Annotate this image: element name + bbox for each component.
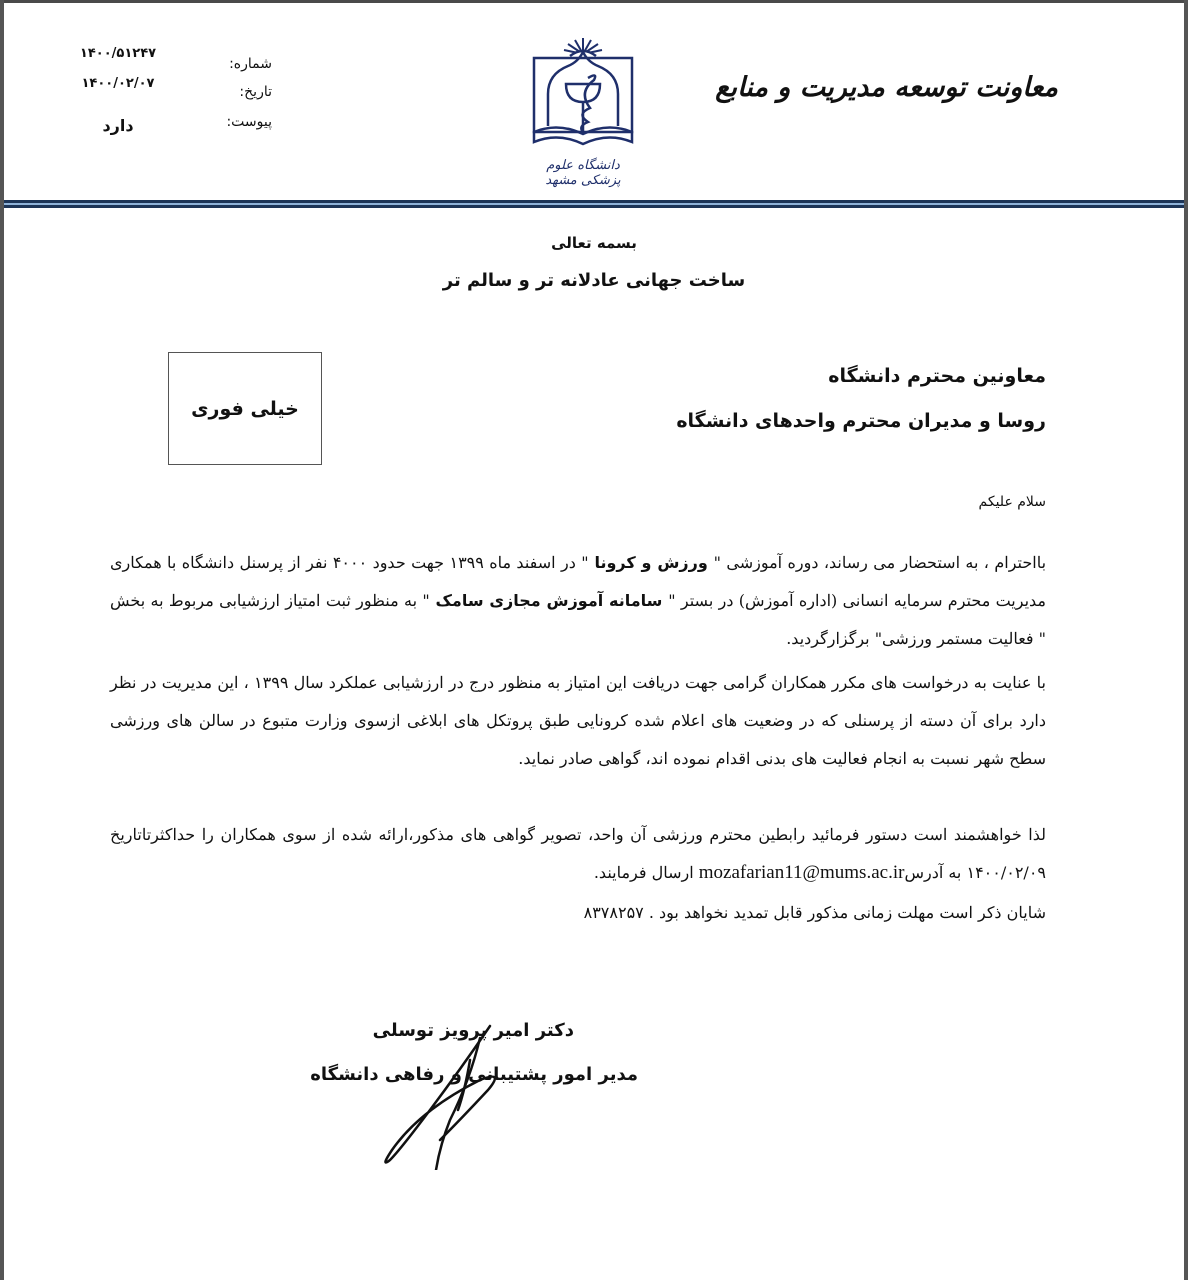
urgency-stamp — [168, 352, 322, 465]
handwritten-signature-icon — [370, 1020, 520, 1170]
recipient-line: معاونین محترم دانشگاه — [828, 365, 1046, 387]
number-value: ۱۴۰۰/۵۱۲۴۷ — [79, 46, 157, 61]
date-label: تاریخ: — [239, 84, 272, 100]
p3-text-b: ارسال فرمایند. — [593, 863, 699, 882]
signatory-title: مدیر امور پشتیبانی و رفاهی دانشگاه — [310, 1064, 638, 1085]
greeting: سلام علیکم — [978, 494, 1046, 510]
logo-emblem-icon — [528, 34, 638, 152]
p1-text-a: بااحترام ، به استحضار می رساند، دوره آموزشی " — [713, 553, 1047, 572]
body-paragraph-4: شایان ذکر است مهلت زمانی مذکور قابل تمدید نخواهد بود . ۸۳۷۸۲۵۷ — [583, 903, 1046, 922]
logo-caption: دانشگاه علوم پزشکی مشهد — [545, 158, 621, 188]
number-label: شماره: — [229, 56, 272, 72]
urgency-label: خیلی فوری — [191, 397, 299, 420]
attachment-value: دارد — [102, 116, 134, 135]
header-divider — [4, 200, 1184, 208]
university-logo — [528, 34, 638, 188]
signatory-name: دکتر امیر پرویز توسلی — [372, 1020, 574, 1041]
slogan: ساخت جهانی عادلانه تر و سالم تر — [442, 270, 746, 291]
course-name: ورزش و کرونا — [588, 553, 714, 572]
bismillah: بسمه تعالی — [551, 234, 637, 252]
attachment-label: پیوست: — [226, 114, 272, 130]
p1-text-c: " به منظور ثبت امتیاز ارزشیابی مربوط به بخش " فعالیت مستمر ورزشی" برگزارگردید. — [110, 591, 1046, 648]
contact-email-link[interactable]: mozafarian11@mums.ac.ir — [698, 862, 905, 883]
body-paragraph-3 — [110, 816, 1046, 892]
scan-border-right — [1184, 0, 1188, 1280]
date-value: ۱۴۰۰/۰۲/۰۷ — [81, 76, 155, 91]
scan-border-left — [0, 0, 4, 1280]
body-paragraph-1 — [110, 544, 1046, 658]
body-paragraph-2: با عنایت به درخواست های مکرر همکاران گرامی جهت دریافت این امتیاز به منظور درج در ارزشیابی عملکرد سال ۱۳۹۹ ، این مدیریت در نظر دارد برای آن دسته از پرسنلی که در وضعیت های اعلام شده کرونایی طبق پروتکل های ابلاغی ازسوی وزارت متبوع در سالن های ورزشی سطح شهر نسبت به انجام فعالیت های بدنی اقدام نموده اند، گواهی صادر نماید. — [110, 673, 1047, 768]
platform-name: سامانه آموزش مجازی سامک — [429, 591, 669, 610]
p3-text-a: لذا خواهشمند است دستور فرمائید رابطین محترم ورزشی آن واحد، تصویر گواهی های مذکور،ارائه شده از سوی همکاران را حداکثرتاتاریخ ۱۴۰۰/۰۲/۰۹ به آدرس — [110, 825, 1046, 882]
department-title: معاونت توسعه مدیریت و منابع — [715, 72, 1058, 103]
p1-text-b: " در اسفند ماه ۱۳۹۹ جهت حدود ۴۰۰۰ نفر از پرسنل دانشگاه با همکاری مدیریت محترم سرمایه انسانی (اداره آموزش) در بستر " — [110, 553, 1047, 610]
recipient-line: روسا و مدیران محترم واحدهای دانشگاه — [676, 410, 1046, 432]
scan-border-top — [0, 0, 1188, 3]
